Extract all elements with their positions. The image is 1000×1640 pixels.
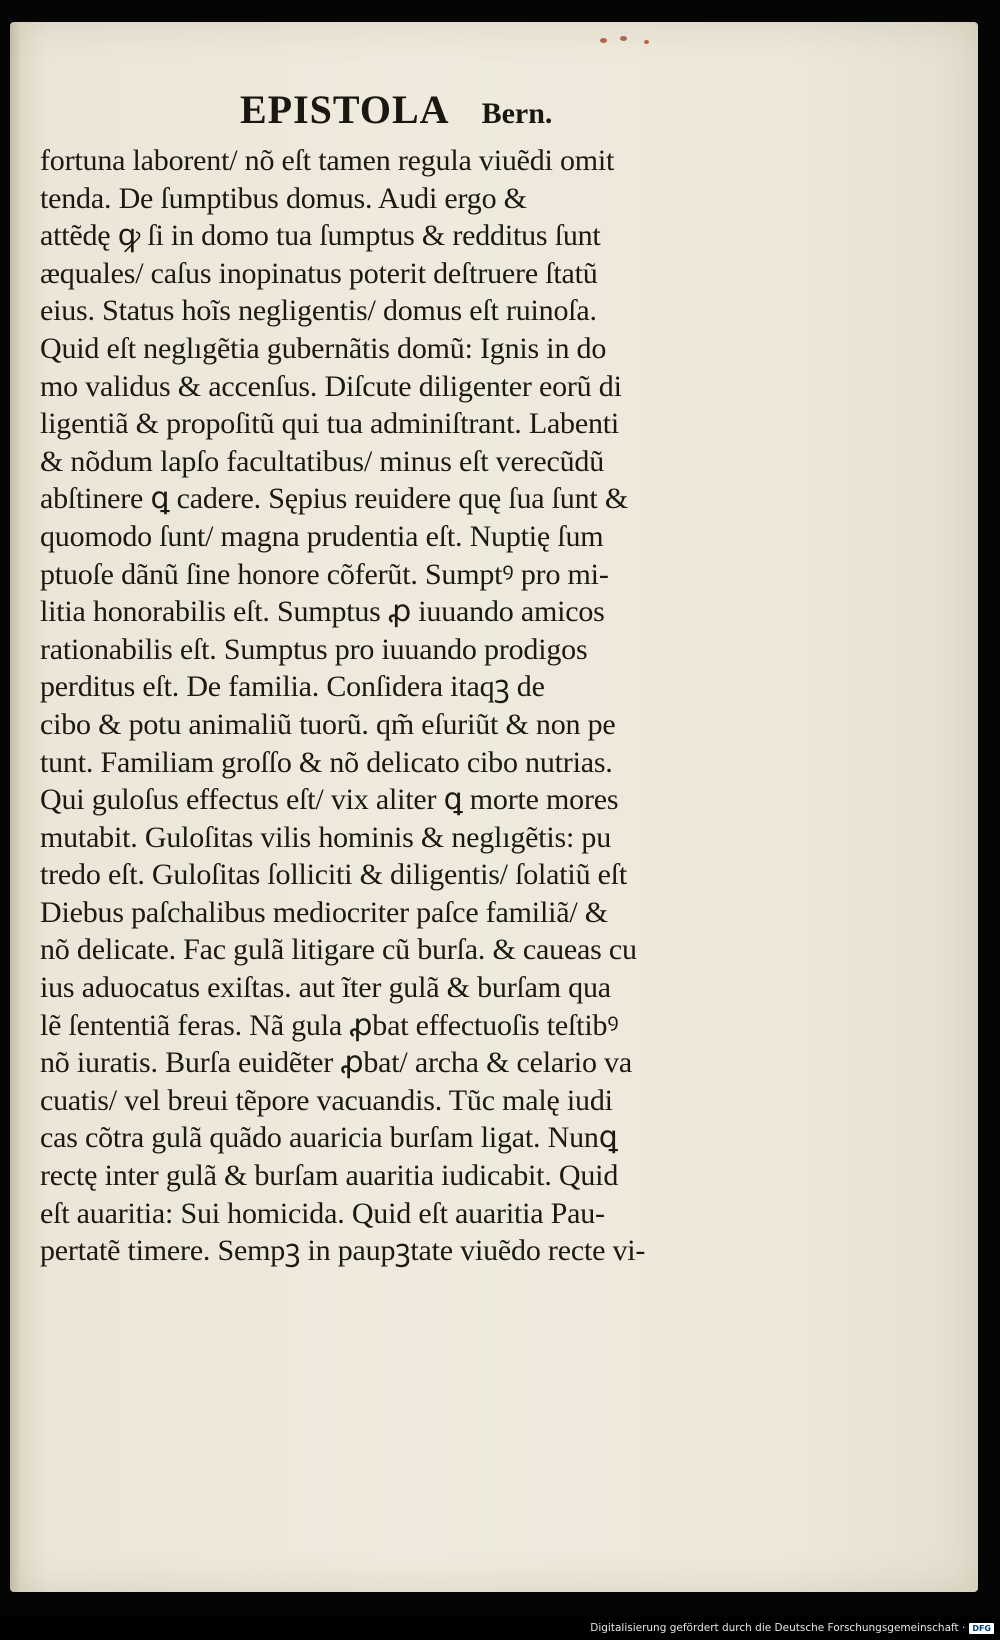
text-line: ligentiã & propoſitũ qui tua adminiſtrant. Labenti [40,407,620,441]
text-line: perditus eſt. De familia. Conſidera itaqꝫ de [40,670,545,704]
text-line: Quid eſt neglıgẽtia gubernãtis domũ: Ignis in do [40,331,607,365]
text-line: nõ iuratis. Burſa euidẽter ꝓbat/ archa & celario va [40,1046,632,1080]
stain-mark [620,36,627,41]
text-line: litia honorabilis eſt. Sumptus ꝓ iuuando amicos [40,595,605,629]
page-edge-shadow [10,22,20,1592]
dfg-logo-icon[interactable]: DFG [969,1623,994,1634]
text-line: ptuoſe dãnũ ſine honore cõferũt. Sumptꝰ pro mi- [40,557,609,591]
text-line: tredo eſt. Guloſitas ſolliciti & diligentis/ ſolatiũ eſt [40,858,628,892]
text-line: ius aduocatus exiſtas. aut ĩter gulã & burſam qua [40,971,611,1005]
text-line: fortuna laborent/ nõ eſt tamen regula viuẽdi omit [40,144,615,177]
text-line: quomodo ſunt/ magna prudentia eſt. Nuptię ſum [40,519,604,553]
header-subtitle: Bern. [481,97,553,130]
text-line: Qui guloſus effectus eſt/ vix aliter ꝗ morte mores [40,783,619,817]
text-line: tenda. De ſumptibus domus. Audi ergo & [40,181,527,215]
funding-credit [590,1622,994,1634]
text-line: eius. Status hoĩs negligentis/ domus eſt ruinoſa. [40,294,597,328]
text-line: & nõdum lapſo facultatibus/ minus eſt verecũdũ [40,444,605,478]
text-line: lẽ ſententiã feras. Nã gula ꝓbat effectuoſis teſtibꝰ [40,1008,619,1042]
running-header [240,86,640,136]
text-line: abſtinere ꝗ cadere. Sępius reuidere quę ſua ſunt & [40,482,628,516]
text-line: tunt. Familiam groſſo & nõ delicato cibo nutrias. [40,745,613,779]
text-line: pertatẽ timere. Sempꝫ in paupꝫtate viuẽdo recte vi- [40,1234,646,1268]
text-line: mutabit. Guloſitas vilis hominis & neglıgẽtis: pu [40,820,612,854]
text-line: attẽdę ꝙ ſi in domo tua ſumptus & redditus ſunt [40,219,601,253]
text-line: æquales/ caſus inopinatus poterit deſtruere ſtatũ [40,256,598,290]
text-line: Diebus paſchalibus mediocriter paſce familiã/ & [40,895,608,929]
text-line: nõ delicate. Fac gulã litigare cũ burſa. & caueas cu [40,933,637,967]
text-line: eſt auaritia: Sui homicida. Quid eſt auaritia Pau- [40,1196,605,1230]
stain-mark [644,40,649,44]
header-title: EPISTOLA [240,87,450,132]
page-text [40,142,760,1270]
text-line: cas cõtra gulã quãdo auaricia burſam ligat. Nunꝗ [40,1121,618,1155]
stain-mark [600,38,607,43]
text-line: rectę inter gulã & burſam auaritia iudicabit. Quid [40,1159,619,1193]
text-line: mo validus & accenſus. Diſcute diligenter eorũ di [40,369,622,403]
text-line: cibo & potu animaliũ tuorũ. qm̃ eſuriũt & non pe [40,707,616,741]
text-line: rationabilis eſt. Sumptus pro iuuando prodigos [40,632,588,666]
page-stains [600,36,680,48]
text-line: cuatis/ vel breui tẽpore vacuandis. Tũc malę iudi [40,1083,613,1117]
credit-text: Digitalisierung gefördert durch die Deutsche Forschungsgemeinschaft · [590,1622,966,1634]
